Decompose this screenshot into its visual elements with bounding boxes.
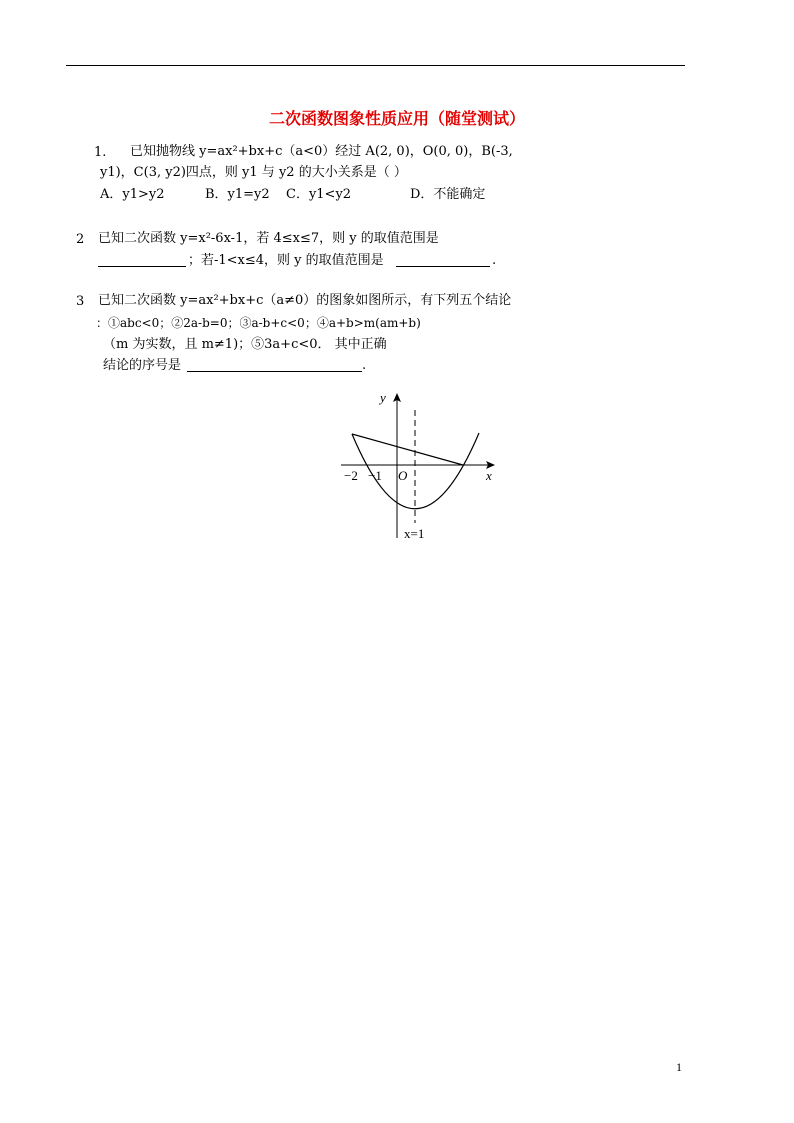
q3-line4-end: . xyxy=(362,358,367,373)
q2-line1: 已知二次函数 y=x²-6x-1，若 4≤x≤7，则 y 的取值范围是 xyxy=(98,231,439,246)
q2-answer-blank-1[interactable] xyxy=(98,252,186,267)
chord-line xyxy=(352,434,463,465)
q3-number: 3 xyxy=(76,294,85,309)
q1-choice-a: A．y1>y2 xyxy=(100,187,165,202)
q3-line4: 结论的序号是 xyxy=(103,358,182,373)
q3-line3: （m 为实数，且 m≠1)；⑤3a+c<0． 其中正确 xyxy=(103,337,387,352)
page-title: 二次函数图象性质应用（随堂测试） xyxy=(268,109,525,128)
q3-line1: 已知二次函数 y=ax²+bx+c（a≠0）的图象如图所示，有下列五个结论 xyxy=(98,293,512,308)
symmetry-axis-label: x=1 xyxy=(404,526,425,541)
q3-line2: ：①abc<0；②2a-b=0；③a-b+c<0；④a+b>m(am+b) xyxy=(96,316,421,330)
header-rule xyxy=(66,65,685,66)
q1-choice-c: C．y1<y2 xyxy=(286,187,352,202)
y-axis-label: y xyxy=(380,390,386,405)
q1-number: 1. xyxy=(94,145,107,160)
q1-choice-d: D．不能确定 xyxy=(410,187,486,202)
q2-number: 2 xyxy=(76,232,85,247)
q1-line2: y1)，C(3, y2)四点，则 y1 与 y2 的大小关系是（ ） xyxy=(100,165,407,180)
q3-answer-blank[interactable] xyxy=(187,357,362,372)
tick-label-neg2: −2 xyxy=(344,468,358,483)
q2-answer-blank-2[interactable] xyxy=(396,252,490,267)
tick-label-neg1: −1 xyxy=(368,468,382,483)
x-axis-label: x xyxy=(486,468,492,483)
q1-line1: 已知抛物线 y=ax²+bx+c（a<0）经过 A(2, 0)，O(0, 0)，B(-3, xyxy=(130,144,513,159)
parabola-figure xyxy=(338,388,503,543)
q1-choice-b: B．y1=y2 xyxy=(205,187,270,202)
page-number: 1 xyxy=(676,1060,682,1074)
origin-label: O xyxy=(398,468,408,483)
q2-line2-end: . xyxy=(492,253,497,268)
q2-line2-mid: ；若-1<x≤4，则 y 的取值范围是 xyxy=(188,253,384,268)
